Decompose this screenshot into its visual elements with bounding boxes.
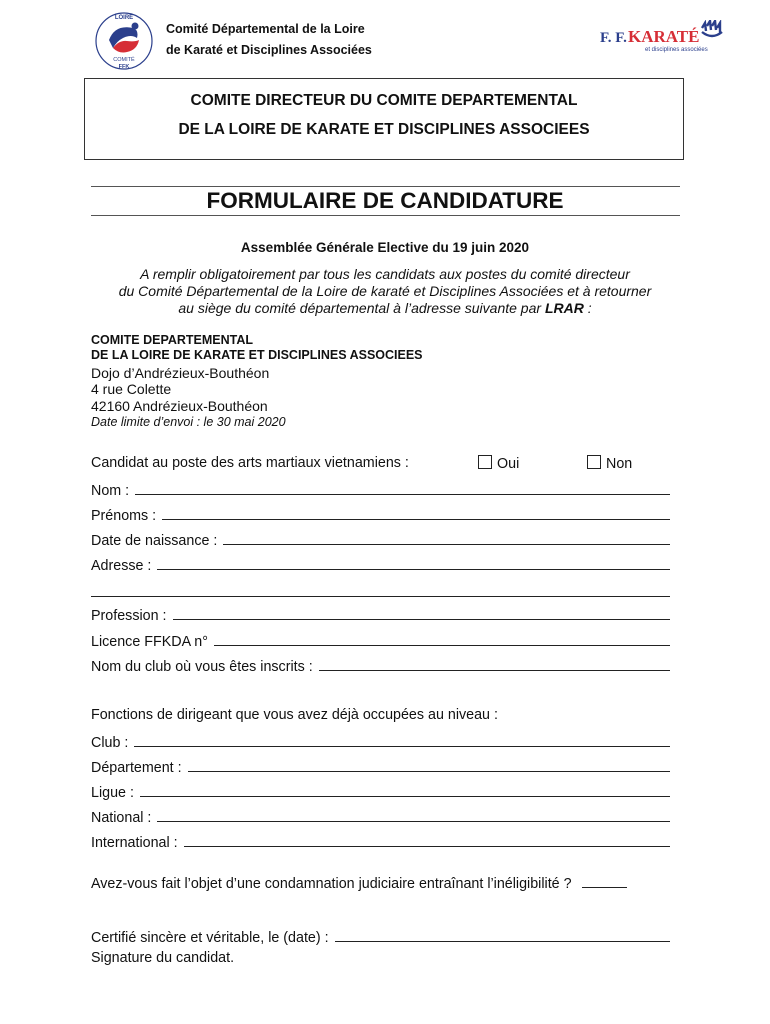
yes-checkbox[interactable]: [478, 455, 492, 469]
title-rule-bottom: [91, 215, 680, 216]
field-prenoms-blank[interactable]: [162, 506, 670, 520]
assembly-subtitle: Assemblée Générale Elective du 19 juin 2020: [240, 240, 530, 255]
field-licence-label: Licence FFKDA n°: [91, 634, 208, 650]
intro-line-3-prefix: au siège du comité départemental à l’adresse suivante par: [178, 300, 545, 316]
logo-tagline: et disciplines associées: [645, 47, 708, 53]
field-prenoms[interactable]: [91, 506, 670, 524]
address-line-3: Dojo d’Andrézieux-Bouthéon: [91, 365, 270, 381]
field-fn-international[interactable]: [91, 833, 670, 851]
field-nom-blank[interactable]: [135, 481, 670, 495]
ffk-karate-logo: [598, 20, 728, 54]
field-licence[interactable]: [91, 632, 670, 650]
logo-text-loire: LOIRE: [114, 15, 134, 21]
org-name-line-2: de Karaté et Disciplines Associées: [166, 43, 372, 57]
org-name-line-1: Comité Départemental de la Loire: [166, 22, 365, 36]
field-fn-club-label: Club :: [91, 735, 129, 751]
intro-line-2: du Comité Départemental de la Loire de karaté et Disciplines Associées et à retourner: [118, 283, 652, 299]
field-prenoms-label: Prénoms :: [91, 508, 157, 524]
title-rule-top: [91, 186, 680, 187]
field-fn-national-label: National :: [91, 810, 152, 826]
field-licence-blank[interactable]: [214, 632, 670, 646]
field-fn-departement-blank[interactable]: [188, 758, 670, 772]
field-fn-departement-label: Département :: [91, 760, 182, 776]
certification-label: Certifié sincère et véritable, le (date) :: [91, 930, 329, 946]
field-nom-label: Nom :: [91, 483, 130, 499]
condemnation-answer-blank[interactable]: [582, 875, 627, 888]
logo-text-comite: COMITÉ: [113, 57, 135, 63]
field-club-inscrit-blank[interactable]: [319, 657, 670, 671]
intro-line-1: A remplir obligatoirement par tous les candidats aux postes du comité directeur: [140, 266, 630, 282]
field-profession[interactable]: [91, 606, 670, 624]
field-fn-international-blank[interactable]: [184, 833, 670, 847]
box-title-line-2: DE LA LOIRE DE KARATE ET DISCIPLINES ASSOCIEES: [178, 121, 590, 138]
field-club-inscrit-label: Nom du club où vous êtes inscrits :: [91, 659, 313, 675]
field-fn-departement[interactable]: [91, 758, 670, 776]
field-fn-national-blank[interactable]: [157, 808, 670, 822]
field-fn-international-label: International :: [91, 835, 178, 851]
box-title-line-1: COMITE DIRECTEUR DU COMITE DEPARTEMENTAL: [190, 92, 578, 109]
header-box: [84, 78, 684, 160]
field-date-naissance-blank[interactable]: [223, 531, 670, 545]
logo-ff-prefix: F. F.: [600, 30, 627, 46]
address-line-5: 42160 Andrézieux-Bouthéon: [91, 398, 268, 414]
field-fn-ligue-label: Ligue :: [91, 785, 134, 801]
field-adresse-label: Adresse :: [91, 558, 152, 574]
address-line-1: COMITE DEPARTEMENTAL: [91, 333, 254, 347]
candidate-question: Candidat au poste des arts martiaux vietnamiens :: [91, 455, 409, 471]
no-checkbox[interactable]: [587, 455, 601, 469]
field-adresse[interactable]: [91, 556, 670, 574]
condemnation-question: [91, 875, 627, 892]
intro-line-3: [60, 300, 710, 316]
field-date-naissance[interactable]: [91, 531, 670, 549]
functions-intro: Fonctions de dirigeant que vous avez déjà occupées au niveau :: [91, 707, 498, 723]
field-adresse-blank[interactable]: [157, 556, 670, 570]
condemnation-question-text: Avez-vous fait l’objet d’une condamnation judiciaire entraînant l’inéligibilité ?: [91, 876, 572, 892]
field-fn-ligue[interactable]: [91, 783, 670, 801]
field-fn-national[interactable]: [91, 808, 670, 826]
certification-date-blank[interactable]: [335, 928, 670, 942]
option-yes-label: Oui: [497, 456, 520, 472]
intro-lrar: LRAR: [544, 300, 584, 316]
field-fn-ligue-blank[interactable]: [140, 783, 670, 797]
field-certification[interactable]: [91, 928, 670, 946]
intro-line-3-suffix: :: [583, 300, 592, 316]
field-fn-club-blank[interactable]: [134, 733, 670, 747]
field-fn-club[interactable]: [91, 733, 670, 751]
deadline-text: Date limite d’envoi : le 30 mai 2020: [91, 415, 286, 429]
logo-karate-word: KARATÉ: [628, 27, 700, 46]
comite-loire-logo: [93, 10, 155, 72]
option-no-label: Non: [606, 456, 633, 472]
field-profession-label: Profession :: [91, 608, 167, 624]
field-nom[interactable]: [91, 481, 670, 499]
address-line-2: DE LA LOIRE DE KARATE ET DISCIPLINES ASSOCIEES: [91, 348, 423, 362]
form-title: FORMULAIRE DE CANDIDATURE: [206, 188, 564, 213]
address-line-4: 4 rue Colette: [91, 381, 172, 397]
signature-label: Signature du candidat.: [91, 950, 235, 966]
logo-text-ffk: FFK: [118, 64, 130, 70]
option-yes[interactable]: [478, 455, 519, 472]
field-club-inscrit[interactable]: [91, 657, 670, 675]
option-no[interactable]: [587, 455, 632, 472]
field-adresse-second-line[interactable]: [91, 596, 670, 597]
field-date-naissance-label: Date de naissance :: [91, 533, 218, 549]
field-profession-blank[interactable]: [173, 606, 671, 620]
